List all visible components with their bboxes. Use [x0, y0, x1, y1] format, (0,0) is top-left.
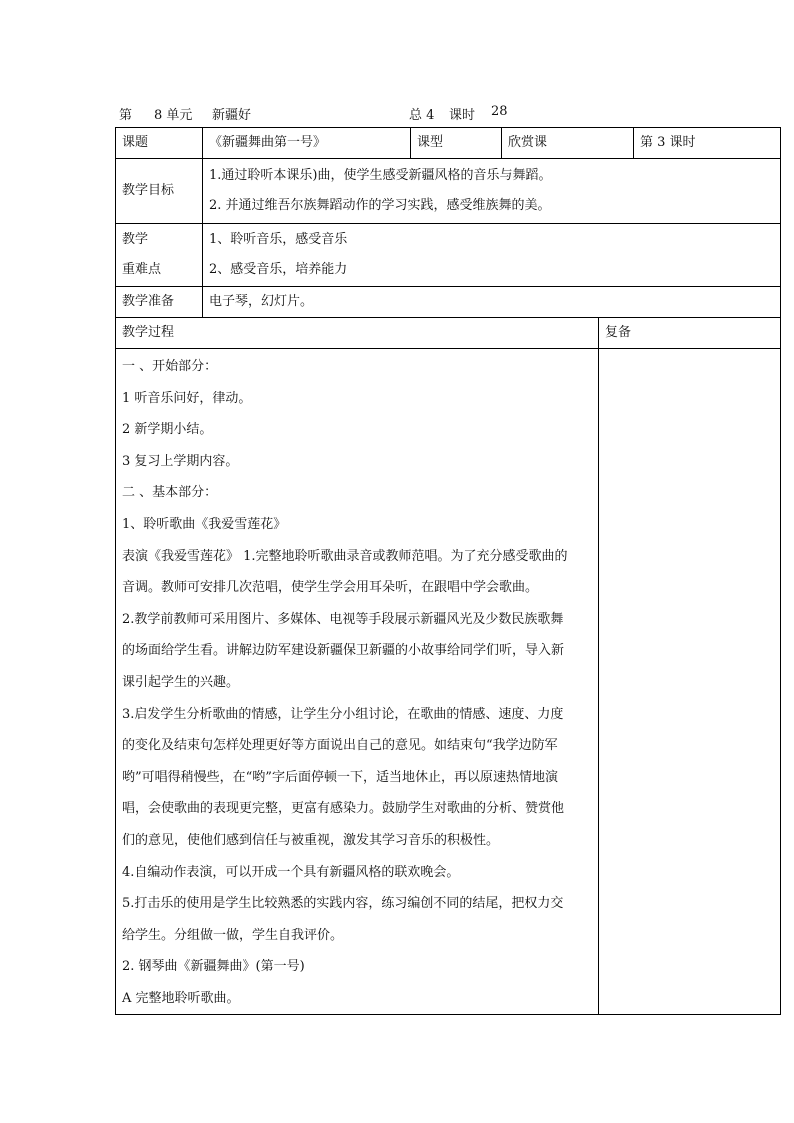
type-label: 课型	[411, 128, 502, 159]
process-line: 二 、基本部分：	[122, 485, 218, 501]
review-column	[599, 349, 781, 1015]
topic-value: 《新疆舞曲第一号》	[203, 128, 411, 159]
unit-prefix: 第	[119, 108, 133, 123]
goals-content	[203, 159, 781, 224]
document-header	[119, 104, 639, 124]
key-points-label-line: 教学	[122, 232, 149, 247]
process-label: 教学过程	[116, 318, 599, 349]
process-line: 2. 钢琴曲《新疆舞曲》(第一号)	[122, 959, 305, 975]
key-point-line: 2、感受音乐，培养能力	[209, 262, 348, 277]
process-line: 给学生。分组做一做，学生自我评价。	[122, 927, 344, 943]
key-points-label-line: 重难点	[122, 262, 162, 277]
process-line: 表演《我爱雪莲花》 1.完整地聆听歌曲录音或教师范唱。为了充分感受歌曲的	[122, 548, 568, 564]
lesson-plan-table	[115, 127, 781, 1015]
period-label: 课时	[449, 108, 476, 123]
process-line: 唱，会使歌曲的表现更完整，更富有感染力。鼓励学生对歌曲的分析、赞赏他	[122, 801, 565, 817]
process-line: 3 复习上学期内容。	[122, 453, 239, 469]
key-points-label	[116, 224, 203, 287]
total-count: 总 4	[409, 108, 435, 123]
process-content	[116, 349, 599, 1015]
review-label: 复备	[599, 318, 781, 349]
prep-row	[116, 287, 781, 318]
key-points-row	[116, 224, 781, 287]
process-line: 的场面给学生看。讲解边防军建设新疆保卫新疆的小故事给同学们听，导入新	[122, 643, 565, 659]
process-content-row	[116, 349, 781, 1015]
process-line: 2 新学期小结。	[122, 422, 213, 438]
process-line: 1、聆听歌曲《我爱雪莲花》	[122, 516, 287, 532]
process-line: 2.教学前教师可采用图片、多媒体、电视等手段展示新疆风光及少数民族歌舞	[122, 611, 564, 627]
process-line: A 完整地聆听歌曲。	[122, 990, 240, 1006]
topic-row	[116, 128, 781, 159]
process-line: 3.启发学生分析歌曲的情感，让学生分小组讨论，在歌曲的情感、速度、力度	[122, 706, 564, 722]
goal-line: 2. 并通过维吾尔族舞蹈动作的学习实践，感受维族舞的美。	[209, 198, 551, 213]
type-value: 欣赏课	[502, 128, 634, 159]
period-number: 28	[491, 104, 508, 119]
process-line: 哟”可唱得稍慢些，在“哟”字后面停顿一下，适当地休止，再以原速热情地演	[122, 769, 558, 785]
goals-row	[116, 159, 781, 224]
unit-number: 8 单元	[154, 108, 193, 123]
process-line: 一 、开始部分：	[122, 359, 218, 374]
prep-label: 教学准备	[116, 287, 203, 318]
unit-title: 新疆好	[212, 108, 252, 123]
process-header-row	[116, 318, 781, 349]
key-point-line: 1、聆听音乐，感受音乐	[209, 232, 348, 247]
prep-value: 电子琴，幻灯片。	[203, 287, 781, 318]
topic-label: 课题	[116, 128, 203, 159]
process-line: 们的意见，使他们感到信任与被重视，激发其学习音乐的积极性。	[122, 832, 500, 848]
process-line: 5.打击乐的使用是学生比较熟悉的实践内容，练习编创不同的结尾，把权力交	[122, 896, 564, 912]
process-line: 4.自编动作表演，可以开成一个具有新疆风格的联欢晚会。	[122, 864, 460, 880]
goals-label: 教学目标	[116, 159, 203, 224]
lesson-number: 第 3 课时	[634, 128, 781, 159]
process-line: 的变化及结束句怎样处理更好等方面说出自己的意见。如结束句“我学边防军	[122, 738, 558, 754]
process-line: 课引起学生的兴趣。	[122, 674, 240, 690]
process-line: 音调。教师可安排几次范唱，使学生学会用耳朵听，在跟唱中学会歌曲。	[122, 580, 539, 596]
process-line: 1 听音乐问好，律动。	[122, 390, 252, 406]
key-points-content	[203, 224, 781, 287]
goal-line: 1.通过聆听本课乐)曲，使学生感受新疆风格的音乐与舞蹈。	[209, 168, 552, 183]
